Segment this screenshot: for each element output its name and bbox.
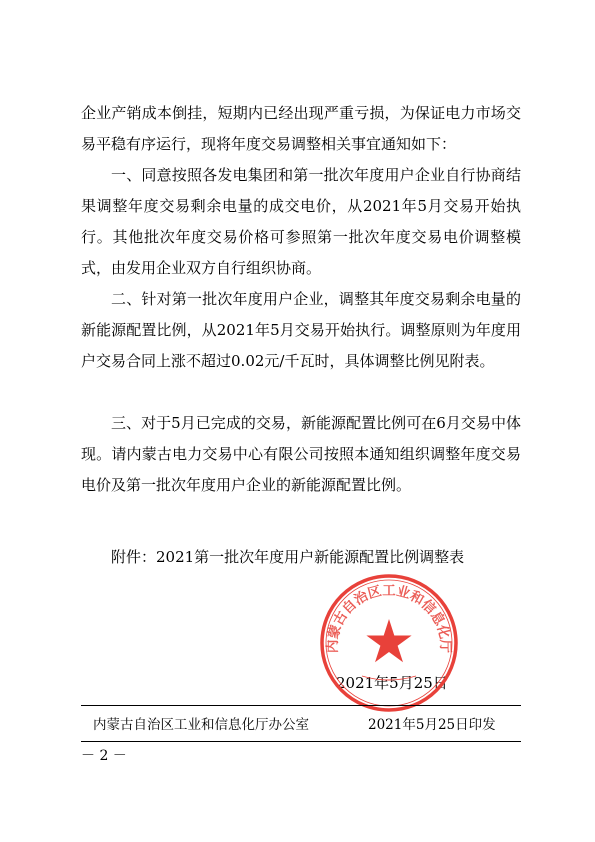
seal-ornament xyxy=(362,676,416,680)
official-seal xyxy=(318,572,460,714)
signature-date: 2021年5月25日 xyxy=(336,674,448,692)
page-number: － 2 － xyxy=(81,748,127,764)
attachment-line: 附件：2021第一批次年度用户新能源配置比例调整表 xyxy=(111,548,465,566)
footer-issuer: 内蒙古自治区工业和信息化厅办公室 xyxy=(93,717,309,733)
body-paragraph-item-1: 一、同意按照各发电集团和第一批次年度用户企业自行协商结果调整年度交易剩余电量的成交电价，从2021年5月交易开始执行。其他批次年度交易价格可参照第一批次年度交易电价调整模式，由发用企业双方自行组织协商。 xyxy=(81,166,521,277)
footer-issue-date: 2021年5月25日印发 xyxy=(368,717,496,733)
body-paragraph-item-2: 二、针对第一批次年度用户企业，调整其年度交易剩余电量的新能源配置比例，从2021年5月交易开始执行。调整原则为年度用户交易合同上涨不超过0.02元/千瓦时，具体调整比例见附表。 xyxy=(81,290,521,370)
body-paragraph-intro: 企业产销成本倒挂，短期内已经出现严重亏损，为保证电力市场交易平稳有序运行，现将年度交易调整相关事宜通知如下： xyxy=(81,104,521,153)
star-icon xyxy=(366,619,411,662)
footer-rule-bottom xyxy=(81,741,521,742)
footer-rule-top xyxy=(81,705,521,706)
seal-text-path: 内蒙古自治区工业和信息化厅 xyxy=(324,582,454,654)
body-paragraph-item-3: 三、对于5月已完成的交易，新能源配置比例可在6月交易中体现。请内蒙古电力交易中心有限公司按照本通知组织调整年度交易电价及第一批次年度用户企业的新能源配置比例。 xyxy=(81,414,521,494)
